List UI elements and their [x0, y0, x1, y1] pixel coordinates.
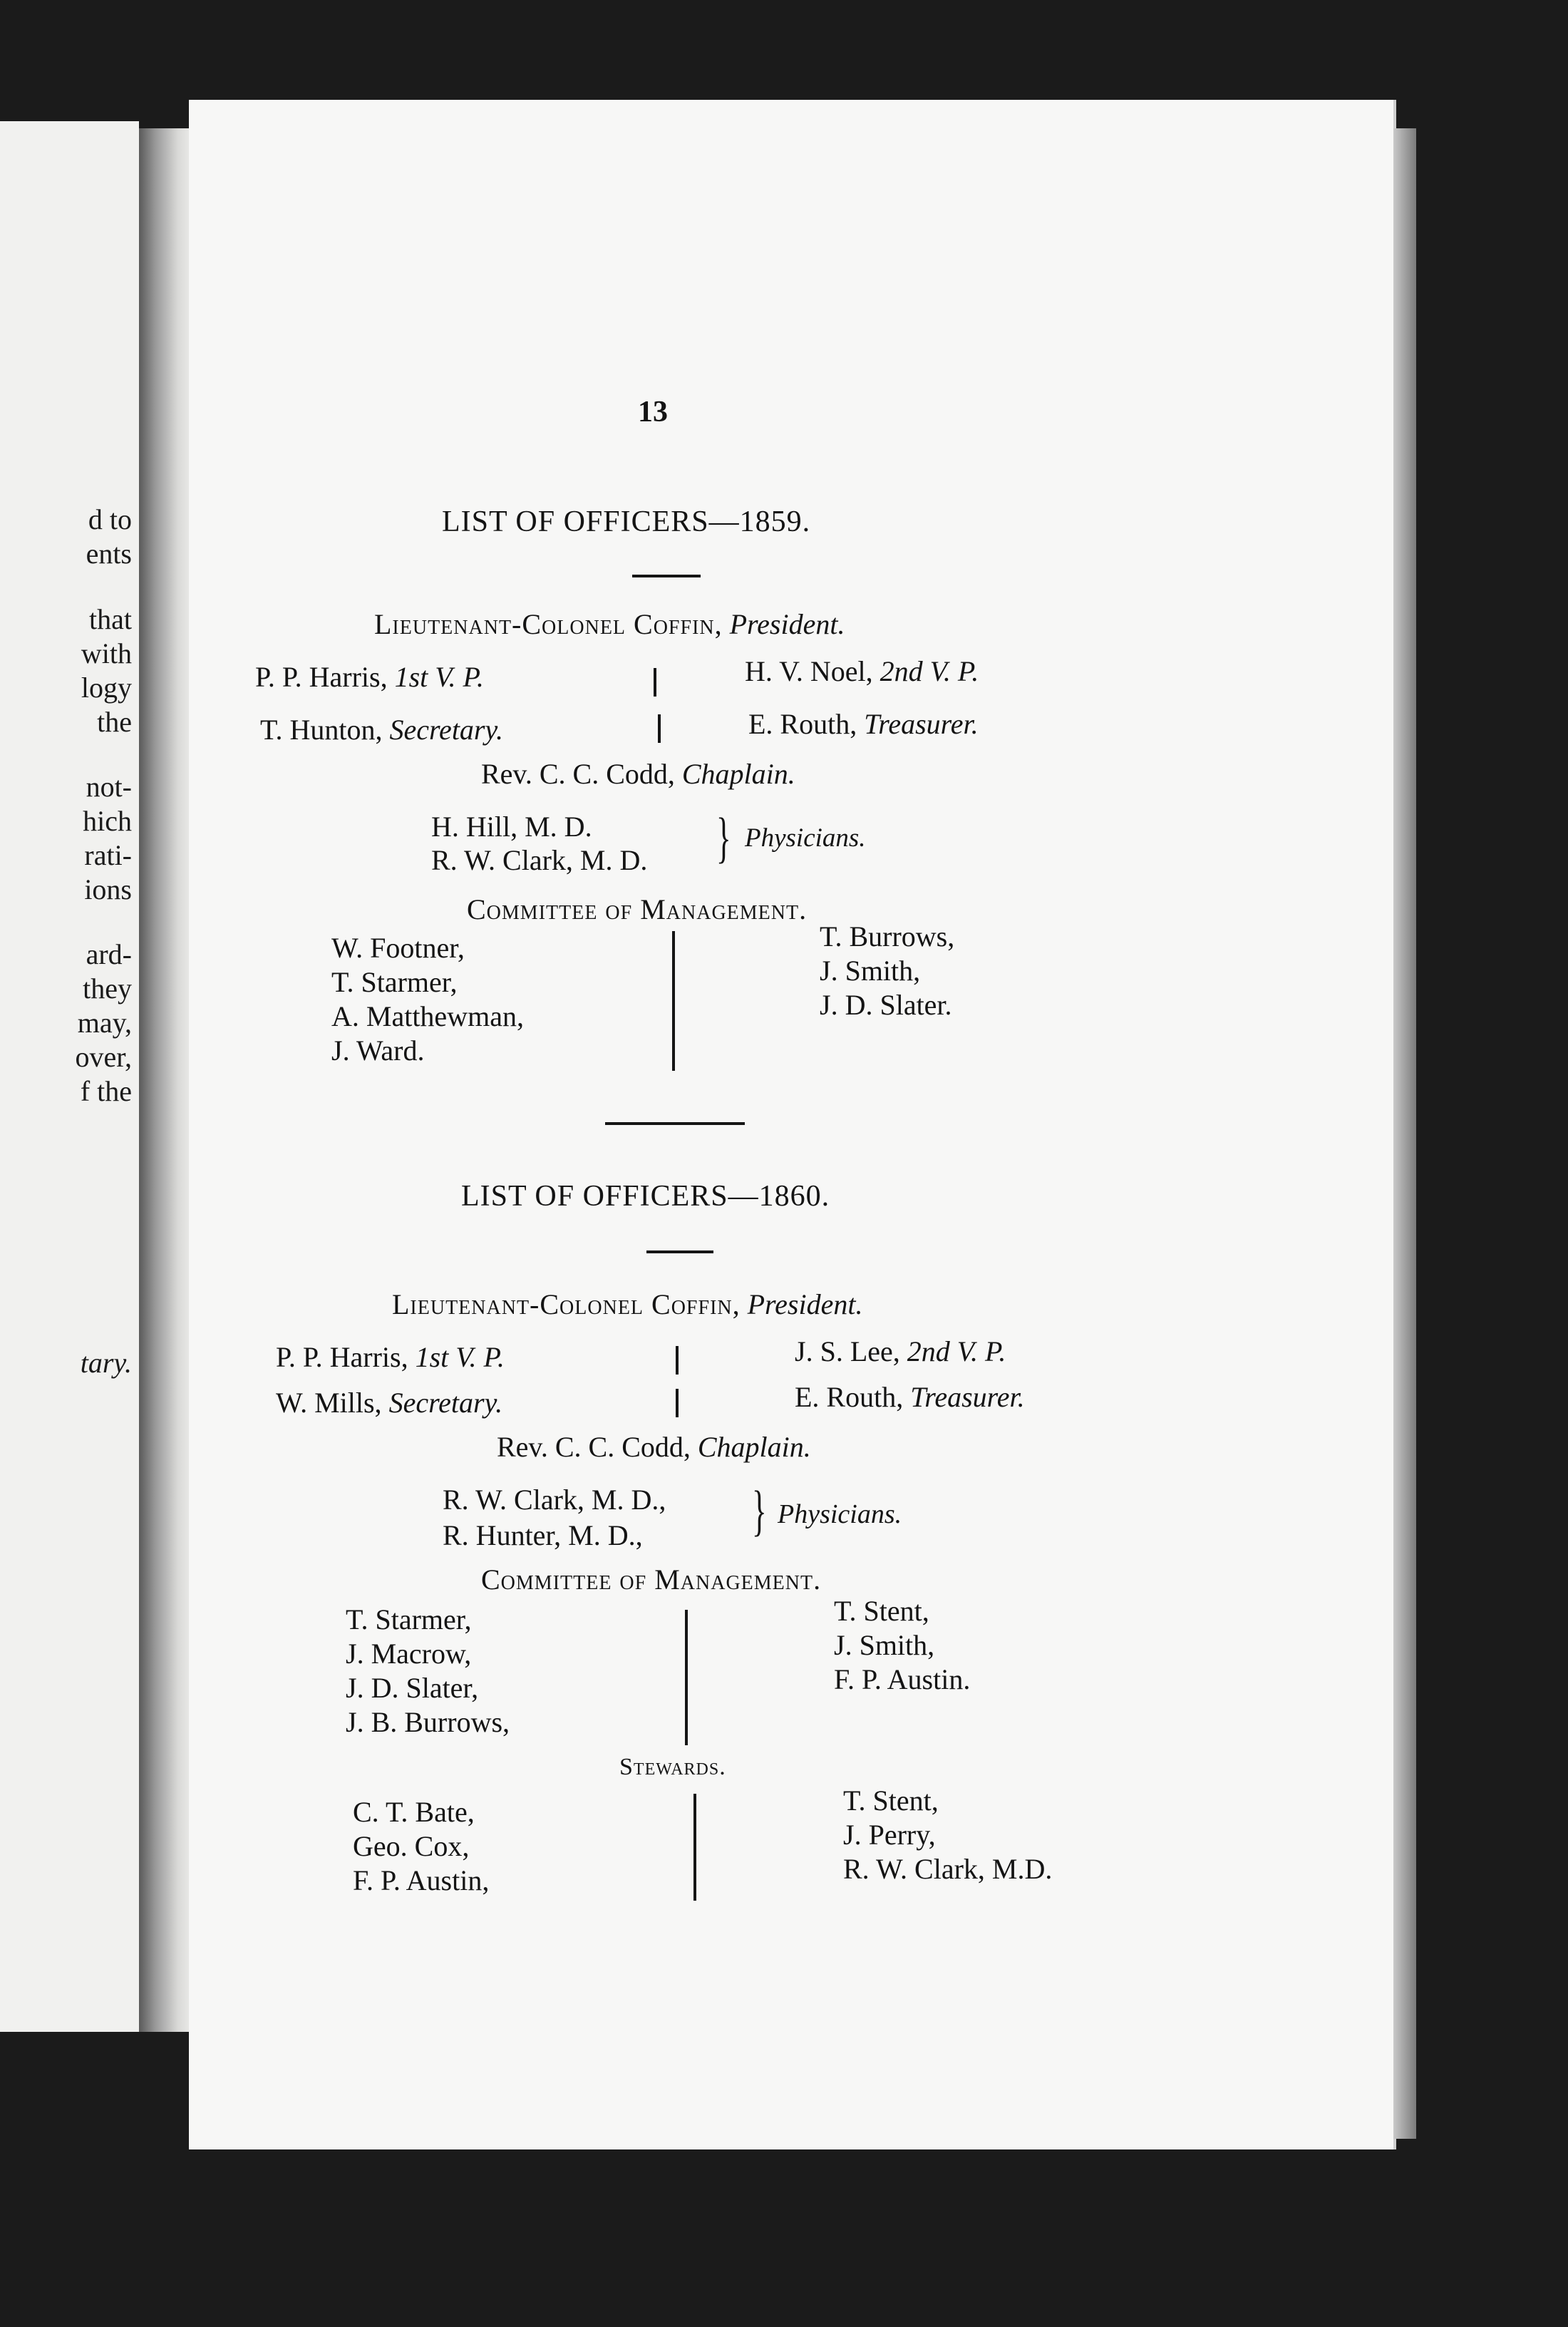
left-text-fragment: f the [80, 1075, 132, 1107]
short-rule [646, 1250, 713, 1253]
divider [672, 931, 675, 1071]
vp2-name: J. S. Lee, [795, 1335, 900, 1367]
left-text-fragment: ents [86, 538, 132, 570]
vp1-name: P. P. Harris, [255, 661, 388, 693]
vp2-title: 2nd V. P. [907, 1335, 1006, 1367]
committee-member: J. Macrow, [346, 1638, 472, 1670]
treasurer-1859 [748, 707, 979, 741]
physician-line: R. Hunter, M. D., [443, 1519, 643, 1551]
secretary-title: Secretary. [389, 714, 504, 746]
left-text-fragment: the [97, 706, 132, 738]
left-text-fragment: tary. [80, 1347, 132, 1379]
chaplain-title: Chaplain. [681, 758, 795, 790]
committee-member: T. Stent, [834, 1595, 929, 1627]
left-text-fragment: that [89, 603, 132, 635]
left-text-fragment: with [81, 637, 132, 669]
chaplain-name: Rev. C. C. Codd, [481, 758, 675, 790]
physicians-label: Physicians. [745, 823, 866, 853]
left-text-fragment: over, [75, 1041, 132, 1073]
treasurer-name: E. Routh, [748, 708, 857, 740]
physicians-label: Physicians. [778, 1499, 902, 1529]
president-name: Lieutenant-Colonel Coffin, [374, 608, 723, 640]
divider [685, 1610, 688, 1745]
left-text-fragment: d to [88, 503, 132, 535]
secretary-name: T. Hunton, [260, 714, 383, 746]
committee-member: T. Starmer, [331, 966, 458, 998]
president-title: President. [729, 608, 845, 640]
committee-member: T. Starmer, [346, 1603, 472, 1635]
stewards-heading: Stewards. [619, 1754, 726, 1780]
secretary-1860 [276, 1386, 502, 1419]
vp1-1860 [276, 1340, 505, 1374]
secretary-1859 [260, 713, 503, 746]
committee-member: A. Matthewman, [331, 1000, 524, 1032]
vp1-title: 1st V. P. [415, 1341, 505, 1373]
chaplain-name: Rev. C. C. Codd, [497, 1431, 691, 1463]
divider [658, 714, 661, 743]
heading-1860: LIST OF OFFICERS—1860. [461, 1180, 830, 1213]
section-rule [605, 1122, 745, 1125]
left-text-fragment: ions [84, 873, 132, 905]
steward: R. W. Clark, M.D. [843, 1853, 1053, 1885]
steward: T. Stent, [843, 1784, 939, 1817]
chaplain-1859 [481, 757, 795, 791]
book-spine [139, 128, 195, 2032]
left-text-fragment: rati- [84, 839, 132, 871]
vp2-1860 [795, 1335, 1006, 1368]
divider [676, 1346, 679, 1375]
brace-icon: } [752, 1479, 767, 1541]
committee-member: J. Ward. [331, 1034, 425, 1067]
secretary-name: W. Mills, [276, 1387, 382, 1419]
treasurer-1860 [795, 1380, 1025, 1414]
treasurer-title: Treasurer. [910, 1381, 1025, 1413]
vp1-1859 [255, 660, 484, 694]
left-text-fragment: logy [81, 672, 132, 704]
treasurer-name: E. Routh, [795, 1381, 904, 1413]
committee-member: J. B. Burrows, [346, 1706, 510, 1738]
left-text-fragment: may, [77, 1007, 132, 1039]
committee-member: W. Footner, [331, 932, 465, 964]
divider [676, 1389, 679, 1417]
steward: J. Perry, [843, 1819, 936, 1851]
left-text-fragment: not- [86, 771, 132, 803]
vp1-name: P. P. Harris, [276, 1341, 408, 1373]
short-rule [632, 575, 701, 577]
physician-line: H. Hill, M. D. [431, 811, 592, 843]
president-1859 [374, 607, 845, 641]
left-text-fragment: ard- [86, 938, 132, 970]
steward: C. T. Bate, [353, 1796, 475, 1828]
treasurer-title: Treasurer. [864, 708, 979, 740]
chaplain-title: Chaplain. [697, 1431, 811, 1463]
left-text-fragment: they [83, 972, 132, 1005]
president-name: Lieutenant-Colonel Coffin, [392, 1288, 741, 1320]
physician-line: R. W. Clark, M. D. [431, 844, 648, 876]
physician-line: R. W. Clark, M. D., [443, 1484, 666, 1516]
vp2-name: H. V. Noel, [745, 655, 873, 687]
brace-icon: } [716, 806, 731, 868]
secretary-title: Secretary. [388, 1387, 503, 1419]
left-page-fragment [0, 121, 139, 2032]
president-title: President. [747, 1288, 863, 1320]
committee-member: J. Smith, [834, 1629, 935, 1661]
vp2-title: 2nd V. P. [880, 655, 979, 687]
president-1860 [392, 1288, 862, 1321]
committee-member: F. P. Austin. [834, 1663, 971, 1695]
divider [654, 668, 656, 697]
committee-member: T. Burrows, [820, 920, 955, 952]
heading-1859: LIST OF OFFICERS—1859. [442, 505, 811, 538]
vp1-title: 1st V. P. [394, 661, 484, 693]
committee-heading-1859: Committee of Management. [467, 893, 808, 925]
page-edge [1393, 128, 1416, 2139]
steward: F. P. Austin, [353, 1864, 490, 1896]
vp2-1859 [745, 654, 979, 688]
page-13 [189, 100, 1393, 2149]
left-text-fragment: hich [83, 805, 132, 837]
committee-member: J. D. Slater, [346, 1672, 479, 1704]
chaplain-1860 [497, 1430, 811, 1464]
divider [693, 1794, 696, 1901]
committee-member: J. Smith, [820, 955, 921, 987]
page-number: 13 [638, 396, 668, 428]
steward: Geo. Cox, [353, 1830, 470, 1862]
committee-heading-1860: Committee of Management. [481, 1563, 822, 1596]
committee-member: J. D. Slater. [820, 989, 952, 1021]
